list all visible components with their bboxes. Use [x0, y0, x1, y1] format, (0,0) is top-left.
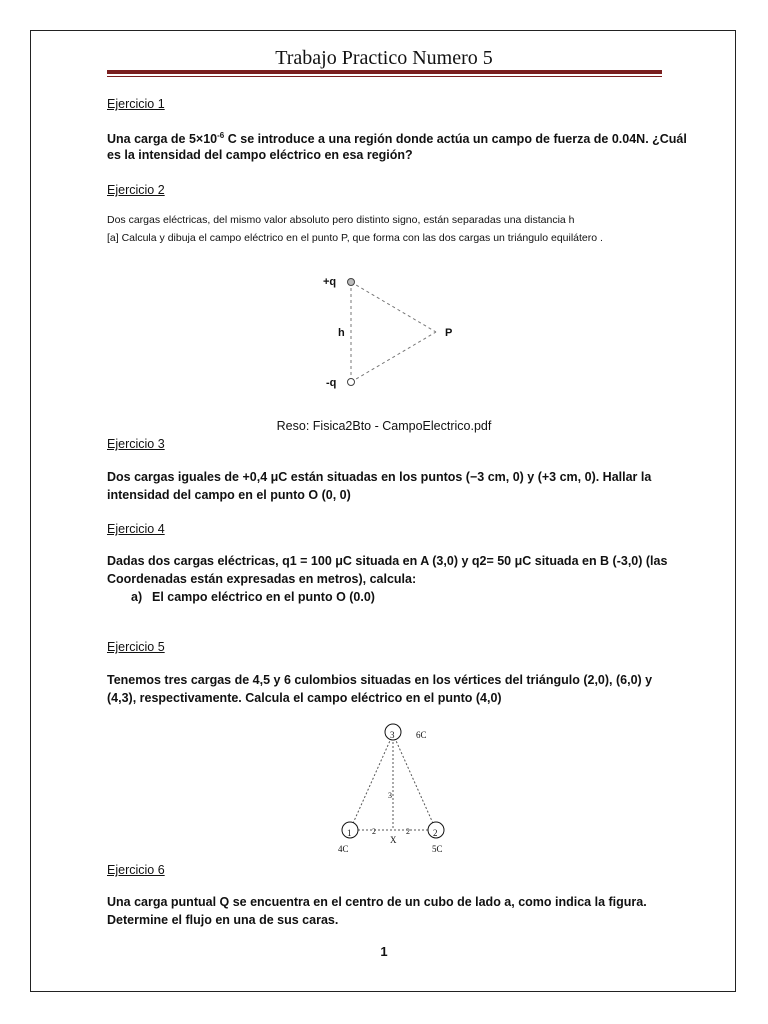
negative-charge-icon — [348, 379, 355, 386]
label-5c: 5C — [432, 844, 443, 854]
label-n1: 1 — [347, 828, 352, 838]
ex5-triangle-figure — [335, 718, 455, 858]
ex1-line2: es la intensidad del campo eléctrico en esa región? — [107, 148, 413, 162]
page-title: Trabajo Practico Numero 5 — [275, 47, 493, 69]
label-n2: 2 — [433, 828, 438, 838]
ex2-line1: Dos cargas eléctricas, del mismo valor absoluto pero distinto signo, están separadas una distancia h — [107, 214, 575, 226]
title-rule-thick — [107, 70, 662, 74]
ex6-heading: Ejercicio 6 — [107, 863, 165, 877]
ex6-line1: Una carga puntual Q se encuentra en el centro de un cubo de lado a, como indica la figura. — [107, 895, 647, 909]
ex4-item-text: El campo eléctrico en el punto O (0.0) — [152, 590, 375, 604]
ex1-line1: Una carga de $5\times 10^{-6}$ C se introduce a una región donde actúa un campo de fuerza de 0.04N. ¿Cuál — [107, 131, 687, 147]
page-number: 1 — [380, 944, 388, 959]
ex5-line2: (4,3), respectivamente. Calcula el campo eléctrico en el punto (4,0) — [107, 691, 502, 705]
ex3-heading: Ejercicio 3 — [107, 437, 165, 451]
ex3-line1: Dos cargas iguales de +0,4 μC están situadas en los puntos (−3 cm, 0) y (+3 cm, 0). Hallar la — [107, 470, 652, 484]
title-rule-thin — [107, 76, 662, 77]
label-4c: 4C — [338, 844, 349, 854]
label-plus-q: +q — [323, 276, 337, 288]
ex2-triangle-figure — [320, 270, 470, 395]
ex1-heading: Ejercicio 1 — [107, 97, 165, 111]
ex6-line2: Determine el flujo en una de sus caras. — [107, 913, 339, 927]
label-p: P — [445, 327, 453, 339]
ex5-heading: Ejercicio 5 — [107, 640, 165, 654]
label-minus-q: -q — [326, 377, 337, 389]
positive-charge-icon — [348, 279, 355, 286]
label-dist-left: 2 — [372, 827, 376, 836]
label-height-3: 3 — [388, 791, 392, 800]
ex2-reso: Reso: Fisica2Bto - CampoElectrico.pdf — [276, 419, 492, 433]
label-6c: 6C — [416, 730, 427, 740]
ex5-line1: Tenemos tres cargas de 4,5 y 6 culombios situadas en los vértices del triángulo (2,0), (6,0) y — [107, 673, 653, 687]
ex2-heading: Ejercicio 2 — [107, 183, 165, 197]
label-dist-right: 2 — [406, 827, 410, 836]
ex3-line2: intensidad del campo en el punto O (0, 0) — [107, 488, 351, 502]
label-h: h — [338, 327, 345, 339]
ex4-heading: Ejercicio 4 — [107, 522, 165, 536]
label-n3: 3 — [390, 730, 395, 740]
ex4-line2: Coordenadas están expresadas en metros), calcula: — [107, 572, 417, 586]
ex4-item-label: a) — [131, 590, 143, 604]
ex4-line1: Dadas dos cargas eléctricas, q1 = 100 μC situada en A (3,0) y q2= 50 μC situada en B (-3,0) (las — [107, 554, 668, 568]
label-x: X — [390, 835, 397, 845]
ex2-line2: [a] Calcula y dibuja el campo eléctrico en el punto P, que forma con las dos cargas un triángulo equilátero . — [107, 232, 603, 244]
